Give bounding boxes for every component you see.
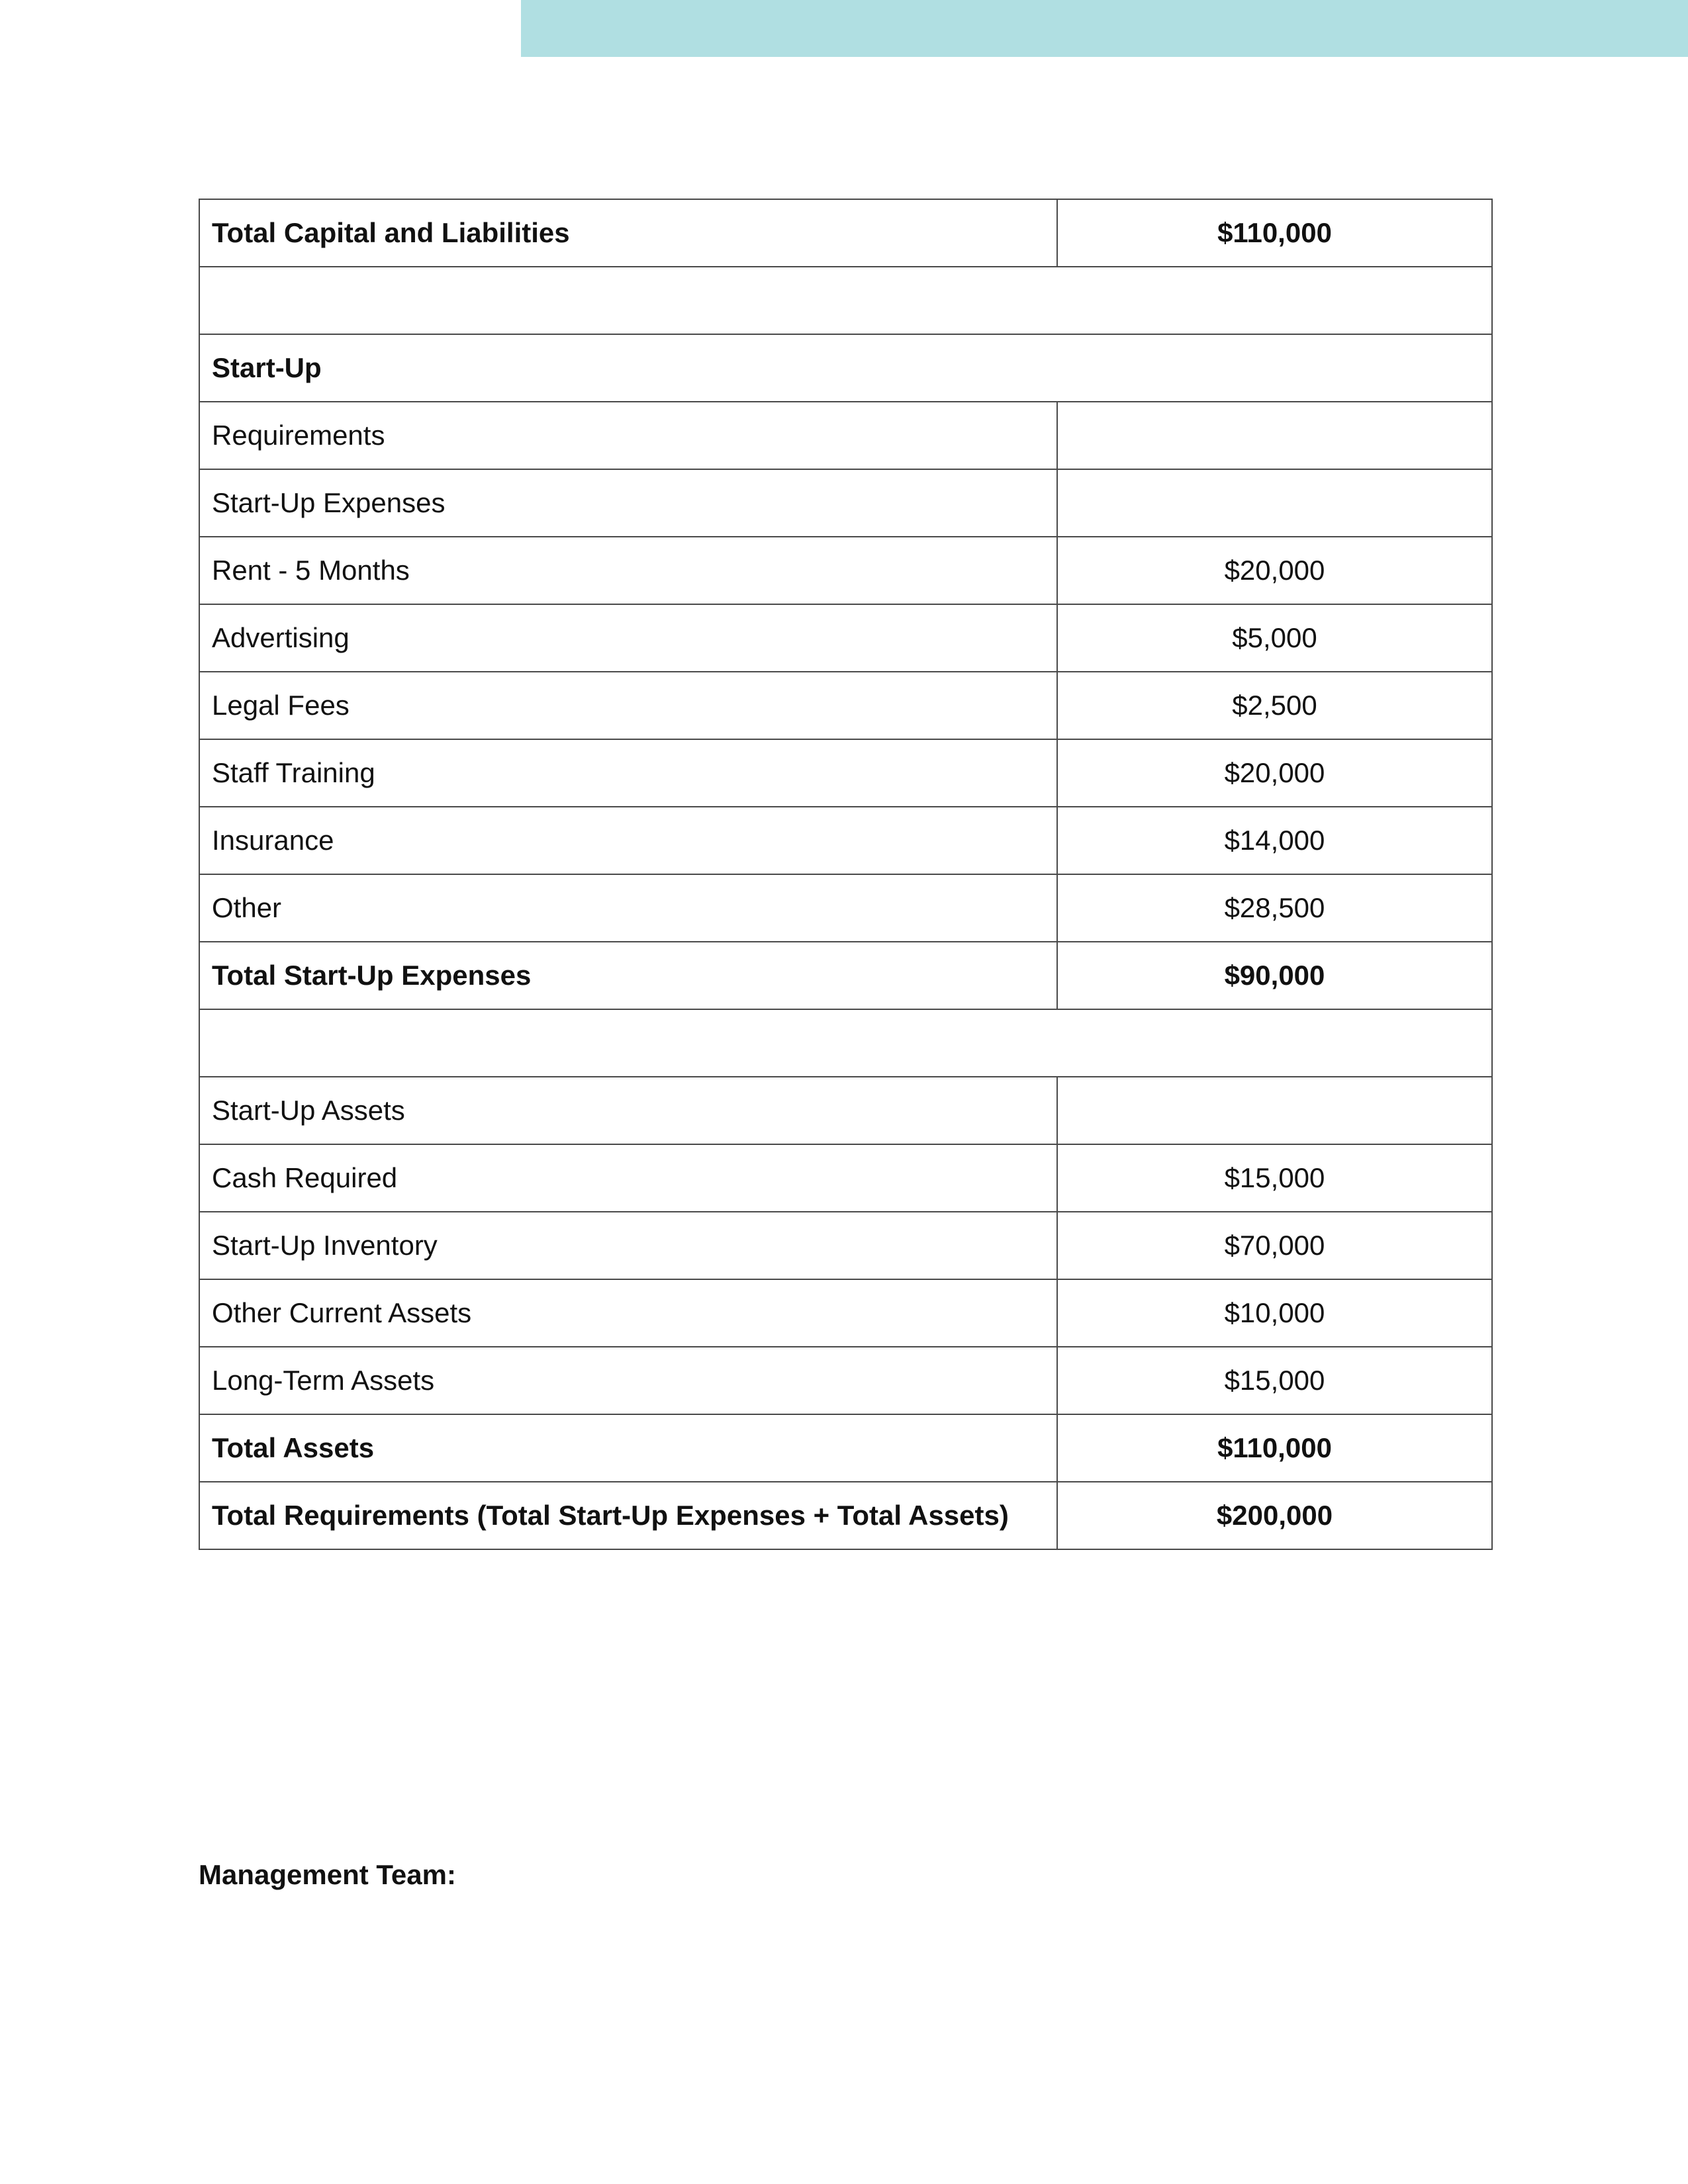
row-value: $2,500 [1057,672,1492,739]
startup-financials-table [199,199,1493,1550]
row-label: Advertising [199,604,1057,672]
table-row [199,874,1492,942]
table-row [199,1144,1492,1212]
table-row [199,942,1492,1009]
row-value: $15,000 [1057,1347,1492,1414]
table-row [199,1279,1492,1347]
row-value: $28,500 [1057,874,1492,942]
row-value: $15,000 [1057,1144,1492,1212]
table-row [199,1414,1492,1482]
table-row [199,402,1492,469]
table-row [199,537,1492,604]
row-value [1057,1077,1492,1144]
row-value: $90,000 [1057,942,1492,1009]
row-label: Requirements [199,402,1057,469]
table-row [199,1212,1492,1279]
row-label: Rent - 5 Months [199,537,1057,604]
blank-spacer-cell [199,1009,1492,1077]
row-value [1057,469,1492,537]
table-row [199,1009,1492,1077]
row-label: Insurance [199,807,1057,874]
row-value [1057,402,1492,469]
row-label: Cash Required [199,1144,1057,1212]
row-value: $20,000 [1057,739,1492,807]
row-value: $110,000 [1057,199,1492,267]
row-label: Total Requirements (Total Start-Up Expenses + Total Assets) [199,1482,1057,1549]
row-value: $200,000 [1057,1482,1492,1549]
table-row [199,604,1492,672]
table-row [199,267,1492,334]
row-value: $10,000 [1057,1279,1492,1347]
row-value: $110,000 [1057,1414,1492,1482]
table-row [199,1347,1492,1414]
row-label: Staff Training [199,739,1057,807]
row-label: Start-Up Inventory [199,1212,1057,1279]
row-label: Long-Term Assets [199,1347,1057,1414]
row-label: Total Start-Up Expenses [199,942,1057,1009]
row-label: Other Current Assets [199,1279,1057,1347]
row-label: Other [199,874,1057,942]
table-row [199,469,1492,537]
row-label: Total Capital and Liabilities [199,199,1057,267]
table-row [199,199,1492,267]
management-team-heading: Management Team: [199,1859,456,1890]
row-label: Total Assets [199,1414,1057,1482]
table-row [199,1482,1492,1549]
row-label: Start-Up Assets [199,1077,1057,1144]
table-row [199,739,1492,807]
row-value: $20,000 [1057,537,1492,604]
row-value: $70,000 [1057,1212,1492,1279]
row-label: Legal Fees [199,672,1057,739]
row-value: $5,000 [1057,604,1492,672]
section-label: Start-Up [199,334,1492,402]
table-row [199,807,1492,874]
table-row [199,334,1492,402]
row-value: $14,000 [1057,807,1492,874]
blank-spacer-cell [199,267,1492,334]
row-label: Start-Up Expenses [199,469,1057,537]
table-body [199,199,1492,1549]
table-row [199,672,1492,739]
table-row [199,1077,1492,1144]
header-accent-band [521,0,1688,57]
